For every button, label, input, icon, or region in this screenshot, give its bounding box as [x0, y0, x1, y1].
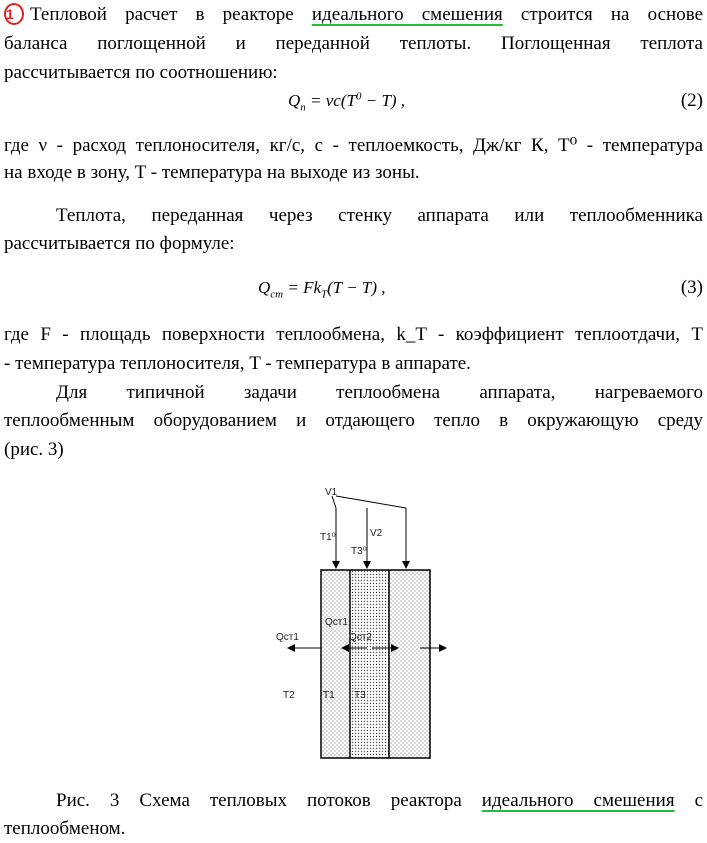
paragraph-2-line-1: Теплота, переданная через стенку аппарата или теплообменника: [56, 205, 703, 226]
underlined-term: идеального смешения: [311, 4, 503, 25]
caption-underlined-term: идеального смешения: [481, 790, 675, 811]
label-t1-0: T1⁰: [320, 532, 336, 543]
label-q-st1-left: Qст1: [276, 632, 299, 643]
label-t2: T2: [283, 690, 295, 701]
paragraph-1-line-1: 1 Тепловой расчет в реакторе идеального смешения строится на основе: [6, 4, 703, 25]
v1-line-right: [336, 496, 406, 508]
equation-number-2: (2): [680, 90, 703, 111]
zone-center-reactor: [350, 570, 389, 758]
equation-number-3: (3): [680, 277, 703, 298]
paragraph-1-line-2: баланса поглощенной и переданной теплоты. Поглощенная теплота: [4, 33, 703, 54]
where-3-line-1: где F - площадь поверхности теплообмена, k_T - коэффициент теплоотдачи, T: [4, 324, 703, 345]
figure-caption-line-2: теплообменом.: [4, 818, 126, 839]
figure-caption-line-1: Рис. 3 Схема тепловых потоков реактора идеального смешения с: [56, 790, 703, 811]
paragraph-3-line-2: теплообменным оборудованием и отдающего тепло в окружающую среду: [4, 410, 703, 431]
heat-flow-diagram: [0, 480, 707, 780]
paragraph-3-line-1: Для типичной задачи теплообмена аппарата, нагреваемого: [56, 382, 703, 403]
where-3-line-2: - температура теплоносителя, T - температура в аппарате.: [4, 353, 471, 374]
where-2-line-1: где ν - расход теплоносителя, кг/с, c - теплоемкость, Дж/кг К, T⁰ - температура: [4, 135, 703, 156]
label-q-st1-inner: Qст1: [325, 617, 348, 628]
paragraph-2-line-2: рассчитывается по формуле:: [4, 233, 235, 254]
red-circle-number-badge: 1: [4, 3, 24, 25]
label-t3-0: T3⁰: [351, 546, 367, 557]
formula-3: $Q_{ст} = Fk_T(T - T)$ ,: [258, 278, 386, 301]
formula-2: $Q_п = \nu c(T^0 - T)$ ,: [288, 90, 406, 114]
zone-left-jacket: [321, 570, 350, 758]
label-q-st2: Qст2: [349, 632, 372, 643]
paragraph-1-line-3: рассчитывается по соотношению:: [4, 62, 278, 83]
paragraph-3-line-3: (рис. 3): [4, 439, 64, 460]
label-t1: T1: [323, 690, 335, 701]
label-t3: T3: [354, 690, 366, 701]
zone-right-jacket: [389, 570, 430, 758]
where-2-line-2: на входе в зону, T - температура на выходе из зоны.: [4, 162, 420, 183]
label-v2: V2: [370, 528, 383, 539]
label-v1: V1: [325, 487, 338, 498]
